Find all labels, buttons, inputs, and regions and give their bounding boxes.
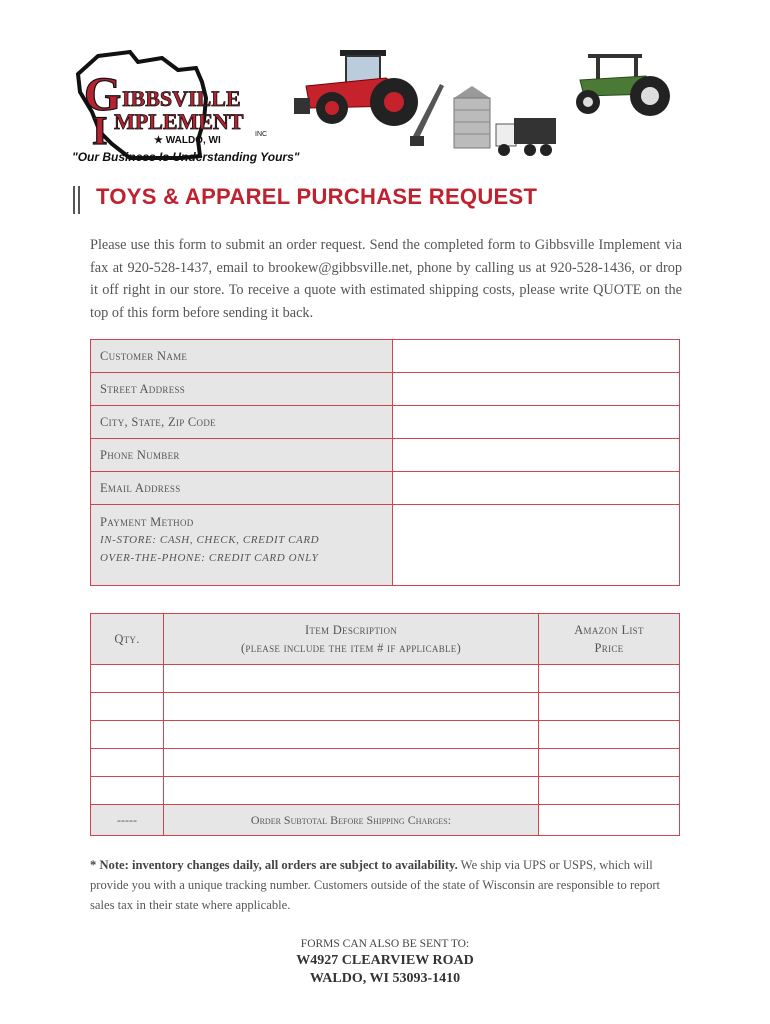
table-row [91,406,680,439]
city-state-zip-label: City, State, Zip Code [91,406,393,439]
subtotal-qty-dashes: ----- [91,805,164,836]
description-cell[interactable] [164,749,539,777]
table-row [91,665,680,693]
amazon-price-title-2: Price [594,641,624,655]
amazon-price-header [539,614,680,665]
payment-method-cell [91,505,393,586]
forms-sent-to-label: FORMS CAN ALSO BE SENT TO: [300,938,470,950]
svg-text:INC: INC [255,131,268,138]
price-cell[interactable] [539,749,680,777]
items-table [90,613,680,836]
svg-text:MPLEMENT: MPLEMENT [114,109,244,134]
description-cell[interactable] [164,721,539,749]
table-row [91,472,680,505]
city-state-zip-field[interactable] [393,406,680,439]
svg-text:IBBSVILLE: IBBSVILLE [122,86,241,111]
phone-number-label: Phone Number [91,439,393,472]
email-address-field[interactable] [393,472,680,505]
grain-bin-truck-image [410,78,560,168]
table-row [91,693,680,721]
customer-info-table [90,339,680,586]
red-tractor-image [290,44,430,132]
svg-text:★ WALDO, WI: ★ WALDO, WI [154,135,221,146]
tagline: "Our Business Is Understanding Yours" [72,150,300,164]
availability-note [90,855,682,915]
qty-cell[interactable] [91,693,164,721]
note-text: We ship via UPS or USPS, which will provide you with a unique tracking number. Customers outside of the state of Wisconsin are responsible to report sales tax in their state where applicable. [90,858,661,912]
price-cell[interactable] [539,777,680,805]
table-row [91,505,680,586]
payment-method-field[interactable] [393,505,680,586]
description-cell[interactable] [164,777,539,805]
table-row [91,439,680,472]
price-cell[interactable] [539,693,680,721]
subtotal-value-cell[interactable] [539,805,680,836]
customer-name-field[interactable] [393,340,680,373]
svg-text:I: I [92,108,108,153]
item-description-title: Item Description [304,623,398,637]
price-cell[interactable] [539,721,680,749]
item-description-header [164,614,539,665]
price-cell[interactable] [539,665,680,693]
description-cell[interactable] [164,693,539,721]
payment-method-label: Payment Method [100,515,194,529]
qty-cell[interactable] [91,665,164,693]
title-bar-decoration [73,186,80,214]
customer-name-label: Customer Name [91,340,393,373]
qty-cell[interactable] [91,777,164,805]
items-header-row [91,614,680,665]
qty-cell[interactable] [91,749,164,777]
description-cell[interactable] [164,665,539,693]
table-row [91,721,680,749]
subtotal-row [91,805,680,836]
amazon-price-title-1: Amazon List [574,623,644,637]
table-row [91,373,680,406]
phone-number-field[interactable] [393,439,680,472]
subtotal-label: Order Subtotal Before Shipping Charges: [164,805,539,836]
table-row [91,749,680,777]
item-description-hint: (please include the item # if applicable) [240,641,462,655]
qty-header: Qty. [91,614,164,665]
intro-paragraph: Please use this form to submit an order request. Send the completed form to Gibbsville Implement via fax at 920-528-1437, email to brookew@gibbsville.net, phone by calling us at 920-528-1436, or drop it off right in our store. To receive a quote with estimated shipping costs, please write QUOTE on the top of this form before sending it back. [90,237,682,321]
mailing-address-line-1: W4927 CLEARVIEW ROAD [296,953,474,968]
mailing-address-line-2: WALDO, WI 53093-1410 [309,971,461,986]
green-tractor-image [566,50,676,120]
email-address-label: Email Address [91,472,393,505]
qty-cell[interactable] [91,721,164,749]
page-title: TOYS & APPAREL PURCHASE REQUEST [96,184,538,209]
street-address-label: Street Address [91,373,393,406]
street-address-field[interactable] [393,373,680,406]
note-bold: * Note: inventory changes daily, all orders are subject to availability. [90,858,458,872]
table-row [91,777,680,805]
payment-method-instore: IN-STORE: CASH, CHECK, CREDIT CARD [100,534,320,546]
table-row [91,340,680,373]
payment-method-phone: OVER-THE-PHONE: CREDIT CARD ONLY [100,552,319,564]
svg-text:G: G [84,68,122,121]
